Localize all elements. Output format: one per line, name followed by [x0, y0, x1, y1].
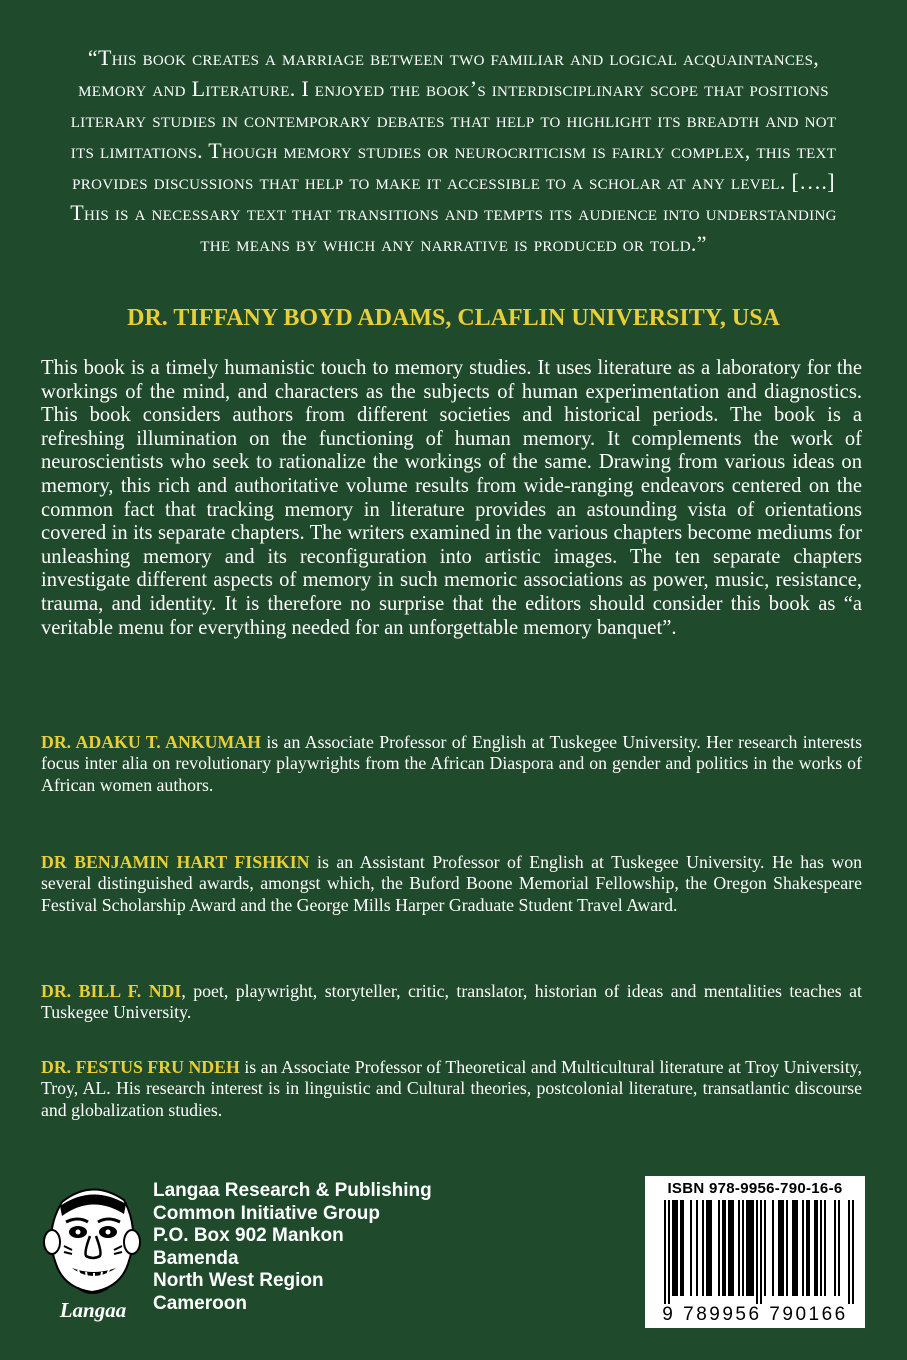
barcode-bar	[748, 1200, 750, 1296]
editor-name: DR. FESTUS FRU NDEH	[41, 1057, 240, 1077]
barcode-bar	[780, 1200, 782, 1296]
editor-name: DR. BILL F. NDI	[41, 981, 182, 1001]
barcode-bar	[756, 1200, 758, 1304]
barcode-bar	[808, 1200, 810, 1296]
barcode-bar	[706, 1200, 708, 1296]
barcode-bar	[834, 1200, 836, 1296]
editor-bio	[41, 1057, 862, 1121]
barcode-bar	[772, 1200, 774, 1296]
barcode-bar	[672, 1200, 674, 1296]
barcode-bar	[738, 1200, 740, 1296]
barcode-bar	[820, 1200, 822, 1296]
publisher-line: Langaa Research & Publishing	[153, 1180, 432, 1201]
editor-name: DR BENJAMIN HART FISHKIN	[41, 852, 310, 872]
isbn-barcode	[645, 1176, 865, 1328]
barcode-bar	[746, 1200, 748, 1296]
barcode-bar	[794, 1200, 796, 1296]
barcode-digits: 9 789956 790166	[662, 1304, 848, 1325]
editor-bio	[41, 981, 862, 1024]
barcode-bar	[792, 1200, 794, 1296]
publisher-line: Common Initiative Group	[153, 1202, 380, 1224]
barcode-bar	[728, 1200, 730, 1296]
barcode-bar	[664, 1200, 666, 1304]
barcode-bar	[802, 1200, 804, 1296]
barcode-bar	[838, 1200, 840, 1296]
editor-bio	[41, 732, 862, 796]
barcode-bar	[814, 1200, 816, 1296]
barcode-bar	[782, 1200, 784, 1296]
publisher-line: Bamenda	[153, 1247, 239, 1269]
book-description: This book is a timely humanistic touch to memory studies. It uses literature as a laboratory for the workings of the mind, and characters as the subjects of human experimentation and diagnostics. This book considers authors from different societies and historical periods. The book is a refreshing illumination on the functioning of human memory. It complements the work of neuroscientists who seek to rationalize the workings of the same. Drawing from various ideas on memory, this rich and authoritative volume results from wide-ranging endeavors centered on the common fact that tracking memory in literature provides an astounding vista of orientations covered in its separate chapters. The writers examined in the various chapters become mediums for unleashing memory and its reconfiguration into artistic images. The ten separate chapters investigate different aspects of memory in such memoric associations as power, music, resistance, trauma, and identity. It is therefore no surprise that the editors should consider this book as “a veritable menu for everything needed for an unforgettable memory banquet”.	[41, 357, 862, 639]
editor-bio-text: , poet, playwright, storyteller, critic, translator, historian of ideas and mentalities teaches at Tuskegee University.	[41, 981, 862, 1023]
endorsement-attribution: DR. TIFFANY BOYD ADAMS, CLAFLIN UNIVERSITY, USA	[127, 305, 780, 331]
barcode-bar	[676, 1200, 678, 1296]
isbn-label: ISBN 978-9956-790-16-6	[667, 1180, 843, 1197]
endorsement-quote: “This book creates a marriage between two familiar and logical acquaintances, memory and Literature. I enjoyed the book’s interdisciplinary scope that positions literary studies in contemporary debates that help to highlight its breadth and not its limitations. Though memory studies or neurocriticism is fairly complex, this text provides discussions that help to make it accessible to a scholar at any level. [….] This is a necessary text that transitions and tempts its audience into understanding the means by which any narrative is produced or told.”	[70, 45, 837, 256]
editor-bio	[41, 852, 862, 916]
barcode-bar	[764, 1200, 766, 1296]
barcode-bar	[702, 1200, 704, 1296]
editor-bio-text: is an Associate Professor of English at Tuskegee University. Her research interests focus inter alia on revolutionary playwrights from the African Diaspora and on gender and politics in the works of African women authors.	[41, 732, 863, 795]
publisher-address	[153, 1180, 432, 1316]
publisher-line: North West Region	[153, 1270, 324, 1292]
barcode-bar	[824, 1200, 826, 1296]
editor-bio-text: is an Assistant Professor of English at Tuskegee University. He has won several distinguished awards, amongst which, the Buford Boone Memorial Fellowship, the Oregon Shakespeare Festival Scholarship Award and the George Mills Harper Graduate Student Travel Award.	[41, 852, 863, 915]
barcode-bar	[730, 1200, 732, 1296]
barcode-bar	[848, 1200, 850, 1304]
barcode-bar	[718, 1200, 720, 1296]
barcode-bar	[786, 1200, 788, 1296]
barcode-bar	[806, 1200, 808, 1296]
barcode-bar	[668, 1200, 670, 1304]
barcode-bars	[653, 1200, 857, 1304]
editor-name: DR. ADAKU T. ANKUMAH	[41, 732, 261, 752]
barcode-bar	[674, 1200, 676, 1296]
barcode-bar	[708, 1200, 710, 1296]
barcode-bar	[682, 1200, 684, 1296]
barcode-bar	[816, 1200, 818, 1296]
barcode-bar	[680, 1200, 682, 1296]
barcode-bar	[710, 1200, 712, 1296]
barcode-bar	[742, 1200, 744, 1296]
barcode-bar	[724, 1200, 726, 1296]
barcode-bar	[690, 1200, 692, 1296]
barcode-bar	[778, 1200, 780, 1296]
langaa-logo-label: Langaa	[59, 1298, 127, 1322]
publisher-line: P.O. Box 902 Mankon	[153, 1225, 344, 1247]
publisher-line: Cameroon	[153, 1292, 247, 1314]
barcode-bar	[796, 1200, 798, 1296]
barcode-bar	[752, 1200, 754, 1296]
editor-bio-text: is an Associate Professor of Theoretical and Multicultural literature at Troy University, Troy, AL. His research interest is in linguistic and Cultural theories, postcolonial literature, transatlantic discourse and globalization studies.	[41, 1057, 862, 1120]
barcode-bar	[852, 1200, 854, 1304]
barcode-bar	[750, 1200, 752, 1296]
barcode-bar	[732, 1200, 734, 1296]
barcode-bar	[722, 1200, 724, 1296]
barcode-bar	[696, 1200, 698, 1296]
barcode-bar	[760, 1200, 762, 1304]
